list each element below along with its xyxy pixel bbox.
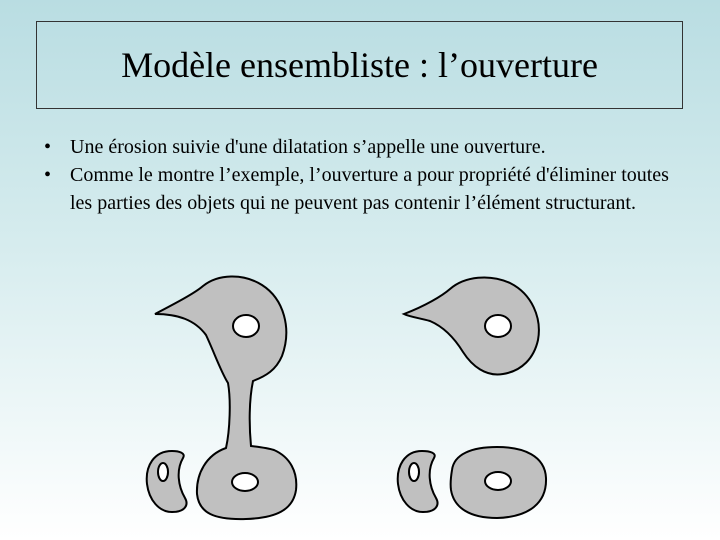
original-top-hole xyxy=(233,315,259,337)
opened-bottom-hole xyxy=(485,472,511,490)
original-crescent-notch xyxy=(158,463,168,481)
original-crescent-shape xyxy=(147,451,187,512)
opened-teardrop-shape xyxy=(404,277,539,374)
bullet-marker: • xyxy=(44,164,52,186)
opened-image xyxy=(398,277,546,518)
opened-top-hole xyxy=(485,315,511,337)
slide-title: Modèle ensembliste : l’ouverture xyxy=(121,45,598,85)
original-bottom-hole xyxy=(232,473,258,491)
bullet-marker: • xyxy=(44,136,52,158)
opened-crescent-shape xyxy=(398,451,438,512)
original-image xyxy=(147,276,297,519)
bullet-text: Une érosion suivie d'une dilatation s’appelle une ouverture. xyxy=(70,136,546,158)
bullet-text: Comme le montre l’exemple, l’ouverture a pour propriété d'éliminer toutes les parties des objets qui ne peuvent pas contenir l’élément structurant. xyxy=(70,164,669,214)
opened-crescent-notch xyxy=(409,463,419,481)
